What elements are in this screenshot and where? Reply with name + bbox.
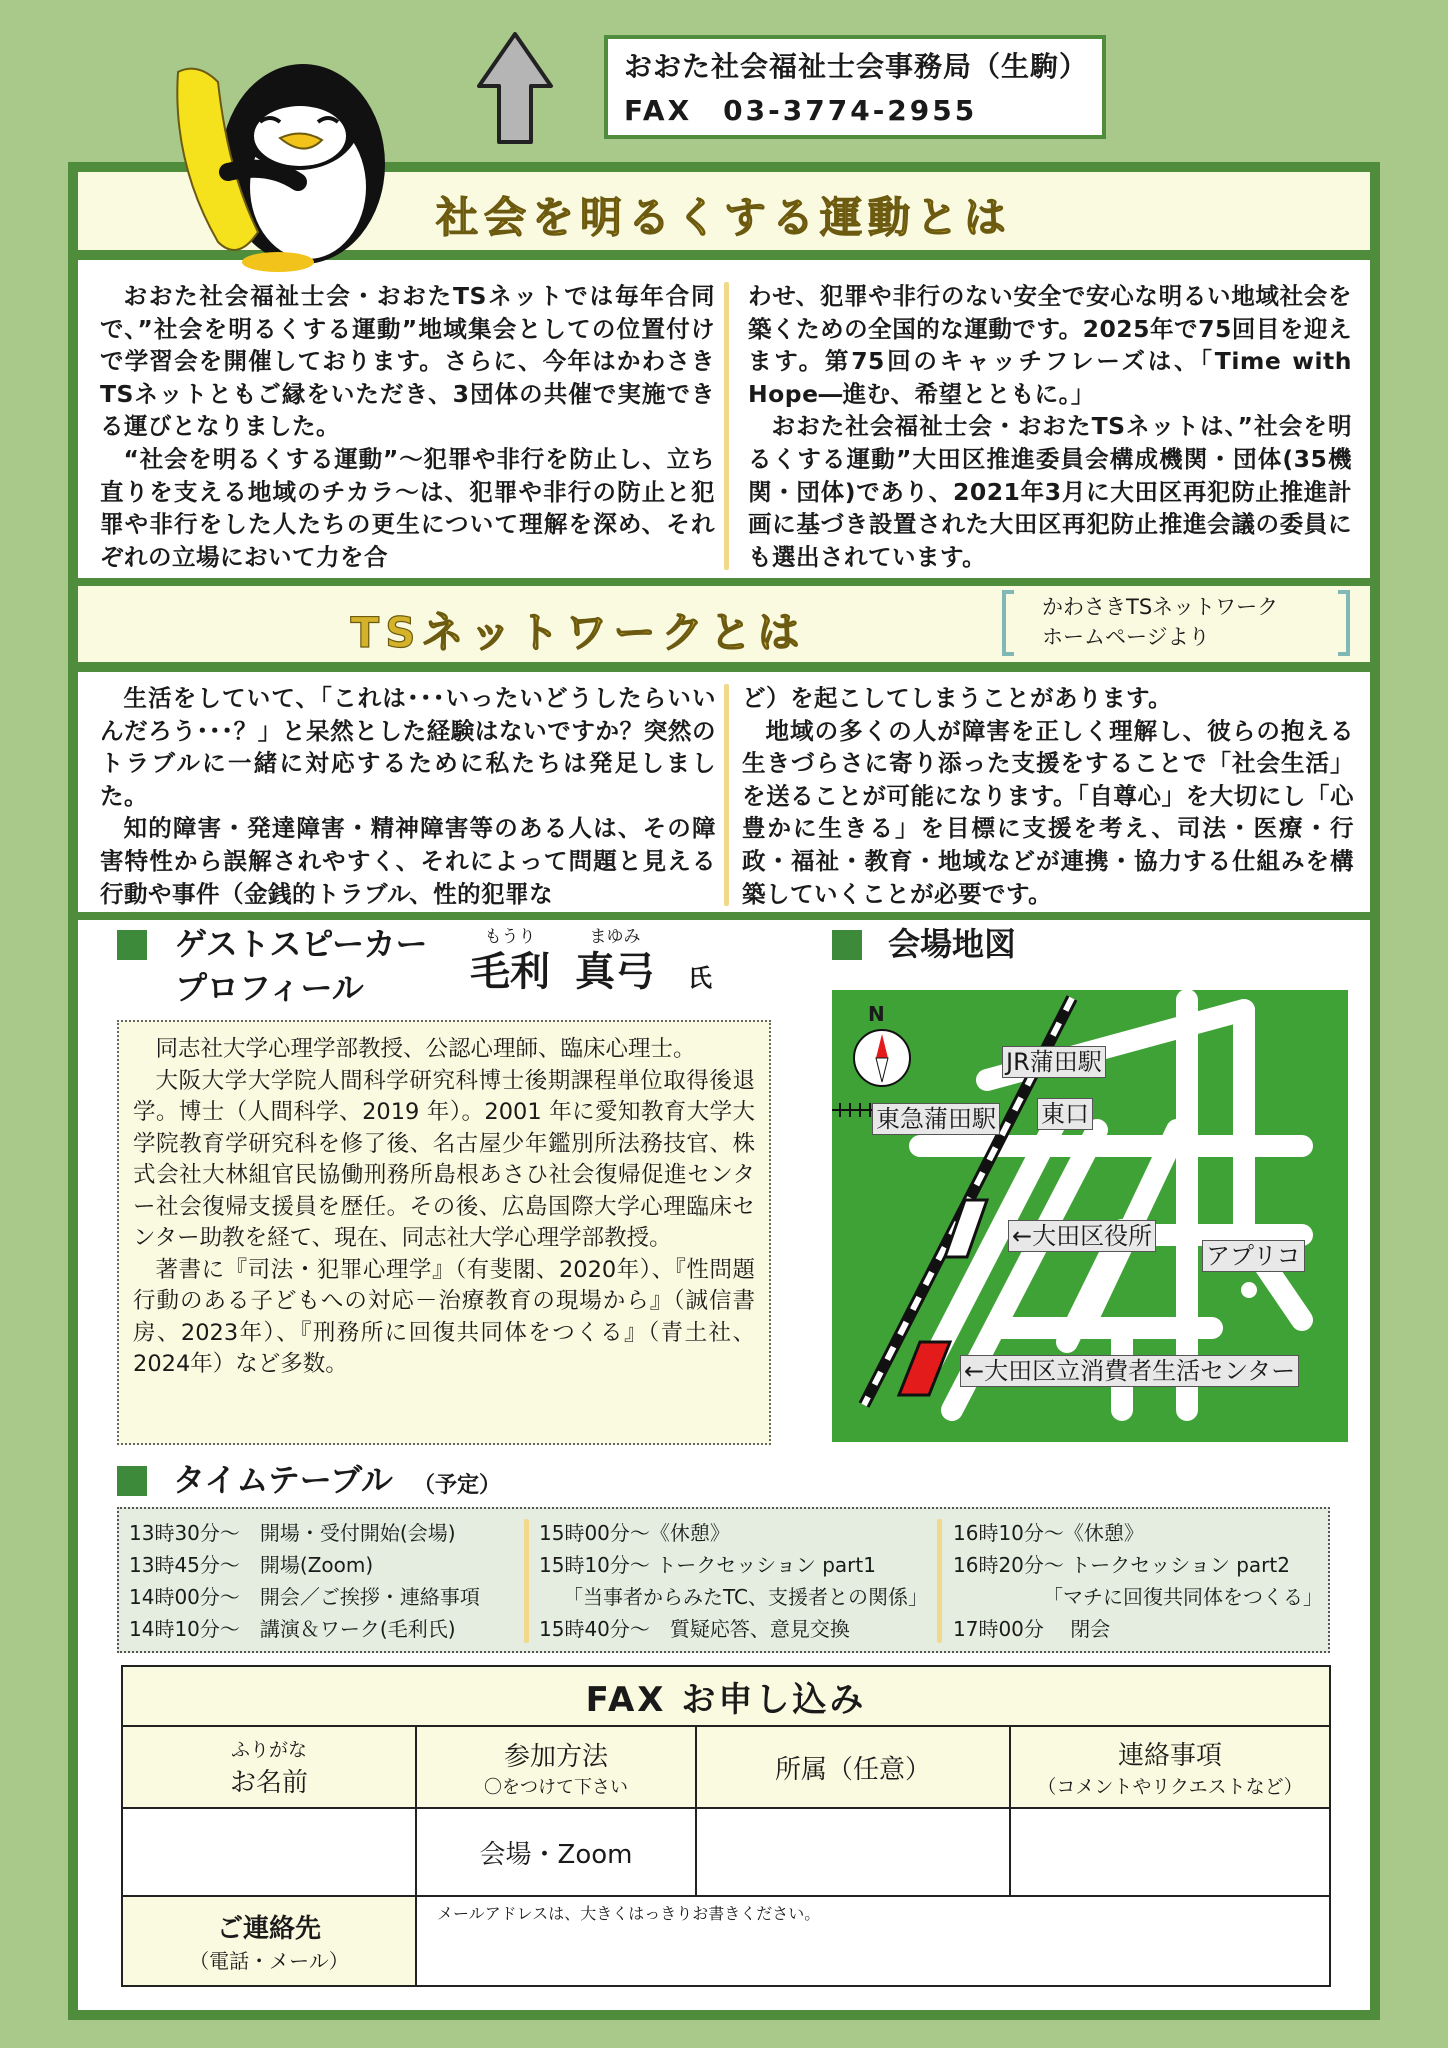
timetable-row: 15時00分～《休憩》: [539, 1521, 730, 1545]
timetable-column: [129, 1517, 480, 1645]
venue-label: ←大田区立消費者生活センター: [960, 1355, 1299, 1387]
timetable-row: 15時10分～ トークセッション part1: [539, 1553, 876, 1577]
source-note: [998, 590, 1358, 656]
square-bullet-icon: [832, 930, 862, 960]
timetable-row: 13時45分～ 開場(Zoom): [129, 1553, 374, 1577]
venue-map: [832, 990, 1348, 1442]
name-family: 毛利: [470, 949, 550, 995]
timetable-row: 15時40分～ 質疑応答、意見交換: [539, 1617, 850, 1641]
column-divider: [724, 684, 729, 906]
ruby-family: もうり: [484, 927, 536, 947]
paragraph: おおた社会福祉士会・おおたTSネットでは毎年合同で、”社会を明るくする運動”地域集会としての位置付けで学習会を開催しております。さらに、今年はかわさきTSネットともご縁をいただき、3団体の共催で実施できる運びとなりました。: [100, 282, 715, 441]
paragraph: “社会を明るくする運動”～犯罪や非行を防止し、立ち直りを支える地域のチカラ～は、犯罪や非行の防止と犯罪や非行をした人たちの更生について理解を深め、それぞれの立場において力を合: [100, 444, 715, 571]
guest-name: [470, 922, 730, 1002]
venue-building: [899, 1342, 950, 1395]
contact-hint: メールアドレスは、大きくはっきりお書きください。: [437, 1904, 821, 1923]
divider: [78, 666, 1370, 672]
guest-heading-line: ゲストスピーカー: [175, 925, 428, 963]
header-contact-notes: [1010, 1726, 1330, 1808]
guest-heading-line: プロフィール: [175, 969, 364, 1007]
header-method: [416, 1726, 696, 1808]
paragraph: おおた社会福祉士会・おおたTSネットは、”社会を明るくする運動”大田区推進委員会構成機関・団体(35機関・団体)であり、2021年3月に大田区再犯防止推進計画に基づき設置された大田区再犯防止推進会議の委員にも選出されています。: [748, 412, 1352, 571]
north-label: N: [868, 1002, 885, 1026]
notes-note: （コメントやリクエストなど）: [1037, 1776, 1303, 1798]
method-choice[interactable]: 会場・Zoom: [416, 1808, 696, 1896]
divider: [78, 912, 1370, 920]
square-bullet-icon: [117, 1466, 147, 1496]
contact-label-cell: [122, 1896, 416, 1986]
fax-number: FAX 03-3774-2955: [624, 94, 978, 127]
source-line: かわさきTSネットワーク: [1042, 595, 1279, 619]
timetable-row: 16時20分～ トークセッション part2: [953, 1553, 1290, 1577]
timetable-heading-text: タイムテーブル: [173, 1461, 393, 1499]
org-name: おおた社会福祉士会事務局（生駒）: [624, 50, 1089, 83]
ruby-given: まゆみ: [589, 927, 641, 947]
contact-input[interactable]: [416, 1896, 1330, 1986]
application-form: [121, 1665, 1331, 1987]
timetable-column: [953, 1517, 1323, 1645]
paragraph: わせ、犯罪や非行のない安全で安心な明るい地域社会を築くための全国的な運動です。2025年で75回目を迎えます。第75回のキャッチフレーズは、「Time with Hope―進む、希望とともに。」: [748, 282, 1352, 408]
up-arrow-icon: [475, 30, 555, 148]
map-heading-text: 会場地図: [888, 925, 1017, 963]
timetable-box: [117, 1507, 1330, 1653]
fax-header-box: [604, 35, 1106, 139]
profile-paragraph: 大阪大学大学院人間科学研究科博士後期課程単位取得後退学。博士（人間科学、2019 年）。2001 年に愛知教育大学大学院教育学研究科を修了後、名古屋少年鑑別所法務技官、株式会社大林組官民協働刑務所島根あさひ社会復帰促進センター社会復帰支援員を歴任。その後、広島国際大学心理臨床センター助教を経て、現在、同志社大学心理学部教授。: [133, 1067, 755, 1251]
right-bracket-icon: [1334, 590, 1354, 656]
divider: [78, 578, 1370, 586]
left-bracket-icon: [998, 590, 1018, 656]
paragraph: ど）を起こしてしまうことがあります。: [742, 684, 1173, 712]
paragraph: 知的障害・発達障害・精神障害等のある人は、その障害特性から誤解されやすく、それによって問題と見える行動や事件（金銭的トラブル、性的犯罪な: [100, 814, 716, 908]
profile-paragraph: 著書に『司法・犯罪心理学』（有斐閣、2020年）、『性問題行動のある子どもへの対応－治療教育の現場から』（誠信書房、2023年）、『刑務所に回復共同体をつくる』（青土社、2024年）など多数。: [133, 1256, 755, 1377]
paragraph: 地域の多くの人が障害を正しく理解し、彼らの抱える生きづらさに寄り添った支援をすることで「社会生活」を送ることが可能になります。「自尊心」を大切にし「心豊かに生きる」を目標に支援を考え、司法・医療・行政・福祉・教育・地域などが連携・協力する仕組みを構築していくことが必要です。: [742, 716, 1354, 908]
paragraph: 生活をしていて、「これは･･･いったいどうしたらいいんだろう･･･？」と呆然とした経験はないですか？突然のトラブルに一緒に対応するために私たちは発足しました。: [100, 684, 716, 810]
method-note: 〇をつけて下さい: [484, 1776, 628, 1798]
form-title: FAX お申し込み: [122, 1666, 1330, 1726]
timetable-note: （予定）: [413, 1473, 502, 1498]
timetable-row: 17時00分 閉会: [953, 1617, 1111, 1641]
jr-station-label: JR蒲田駅: [1002, 1046, 1106, 1078]
name-input[interactable]: [122, 1808, 416, 1896]
affiliation-input[interactable]: [696, 1808, 1010, 1896]
section2-right-column: [742, 682, 1354, 910]
timetable-row: 14時00分～ 開会／ご挨拶・連絡事項: [129, 1585, 480, 1609]
section2-title: TSネットワークとは: [350, 608, 806, 657]
profile-box: [117, 1020, 771, 1445]
section1-title: 社会を明るくする運動とは: [435, 193, 1012, 242]
aprico-label: アプリコ: [1202, 1240, 1305, 1272]
section2-left-column: [100, 682, 716, 910]
name-given: 真弓: [575, 949, 655, 995]
source-line: ホームページより: [1042, 625, 1210, 649]
timetable-row: 「マチに回復共同体をつくる」: [1043, 1585, 1323, 1609]
timetable-row: 14時10分～ 講演＆ワーク(毛利氏): [129, 1617, 456, 1641]
square-bullet-icon: [117, 930, 147, 960]
affiliation-label: 所属（任意）: [696, 1726, 1010, 1808]
honorific: 氏: [688, 964, 712, 992]
timetable-row: 13時30分～ 開場・受付開始(会場): [129, 1521, 456, 1545]
section1-left-column: [100, 280, 715, 573]
timetable-row: 「当事者からみたTC、支援者との関係」: [563, 1585, 929, 1609]
notes-label: 連絡事項: [1117, 1741, 1222, 1771]
column-divider: [524, 1519, 529, 1643]
column-divider: [937, 1519, 942, 1643]
ward-office-label: ←大田区役所: [1008, 1220, 1156, 1252]
timetable-column: [539, 1517, 928, 1645]
name-ruby-label: ふりがな: [230, 1739, 307, 1761]
method-label: 参加方法: [503, 1741, 608, 1772]
contact-label-note: （電話・メール）: [189, 1949, 349, 1973]
profile-paragraph: 同志社大学心理学部教授、公認心理師、臨床心理士。: [155, 1036, 696, 1062]
penguin-illustration: [168, 52, 400, 274]
contact-label: ご連絡先: [216, 1914, 321, 1944]
name-label: お名前: [229, 1768, 308, 1798]
notes-input[interactable]: [1010, 1808, 1330, 1896]
east-exit-label: 東口: [1037, 1098, 1093, 1130]
section2-banner: [78, 586, 1370, 666]
section1-right-column: [748, 280, 1352, 573]
timetable-row: 16時10分～《休憩》: [953, 1521, 1144, 1545]
header-name: [122, 1726, 416, 1808]
tokyu-station-label: 東急蒲田駅: [872, 1103, 1000, 1135]
column-divider: [724, 282, 729, 570]
